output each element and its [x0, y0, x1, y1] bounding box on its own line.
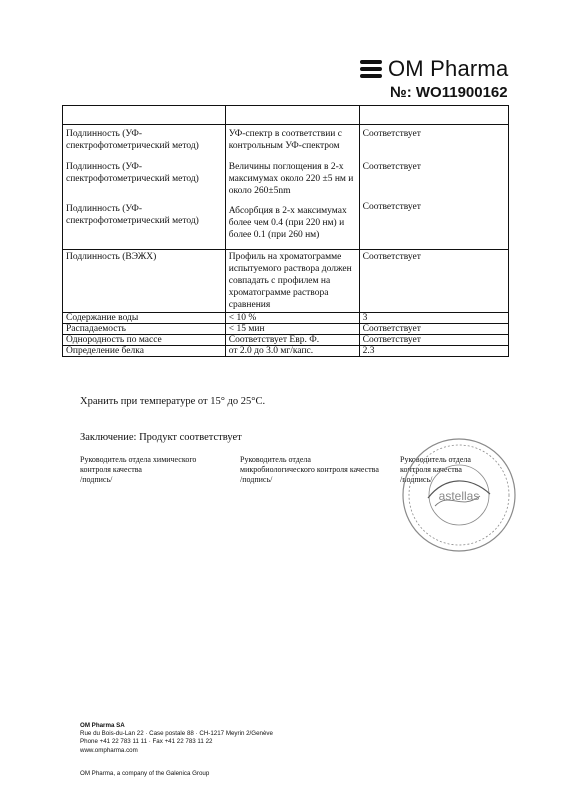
table-cell-test: Определение белка — [63, 346, 226, 357]
table-cell-result: Соответствует — [359, 324, 508, 335]
footer-web: www.ompharma.com — [80, 746, 138, 754]
table-cell-spec: Величины поглощения в 2-х максимумах около 220 ±5 нм и около 260±5nm — [228, 162, 354, 196]
signature-placeholder: /подпись/ — [400, 475, 433, 484]
table-cell-test: Распадаемость — [63, 324, 226, 335]
test-results-table — [62, 105, 509, 357]
footer-group: OM Pharma, a company of the Galenica Group — [80, 770, 210, 777]
company-stamp — [400, 436, 518, 554]
table-row — [63, 324, 509, 335]
table-cell-spec: Профиль на хроматограмме испытуемого раствора должен совпадать с профилем на хроматограмме раствора сравнения — [225, 250, 359, 313]
footer-phone: Phone +41 22 783 11 11 · Fax +41 22 783 11 22 — [80, 738, 213, 746]
stamp-text: astellas — [438, 489, 480, 503]
table-row — [63, 106, 509, 125]
table-cell-spec: Соответствует Евр. Ф. — [225, 335, 359, 346]
signature-department: микробиологического контроля качества — [240, 465, 379, 474]
table-cell-result: 3 — [359, 313, 508, 324]
table-cell-result: Соответствует — [362, 162, 421, 172]
table-cell-spec: УФ-спектр в соответствии с контрольным УФ-спектром — [228, 129, 342, 151]
table-row — [63, 335, 509, 346]
brand-name: OM Pharma — [388, 56, 509, 81]
table-cell-spec — [225, 106, 359, 125]
signature-placeholder: /подпись/ — [80, 475, 113, 484]
signature-department: контроля качества — [80, 465, 142, 474]
brand-logo — [360, 58, 520, 84]
table-cell-test: Однородность по массе — [63, 335, 226, 346]
signature-title: Руководитель отдела — [240, 455, 311, 464]
table-cell-test: Подлинность (УФ-спектрофотометрический метод) — [66, 204, 199, 226]
footer-company: OM Pharma SA — [80, 722, 125, 729]
signature-block-chemical — [80, 455, 230, 485]
table-cell-spec: от 2.0 до 3.0 мг/капс. — [225, 346, 359, 357]
table-cell-test — [63, 106, 226, 125]
table-cell-result: Соответствует — [359, 250, 508, 313]
table-cell-result: Соответствует — [362, 129, 421, 139]
om-logo-icon — [360, 60, 382, 80]
table-cell-test: Подлинность (ВЭЖХ) — [63, 250, 226, 313]
table-cell-result: Соответствует — [362, 202, 421, 212]
signature-title: Руководитель отдела химического — [80, 455, 197, 464]
conclusion: Заключение: Продукт соответствует — [80, 432, 242, 443]
table-cell-spec: < 10 % — [225, 313, 359, 324]
footer-address-block — [80, 722, 380, 755]
table-row — [63, 346, 509, 357]
signature-department: контроля качества — [400, 465, 462, 474]
signature-block-microbiology — [240, 455, 400, 485]
table-cell-test: Содержание воды — [63, 313, 226, 324]
signature-title: Руководитель отдела — [400, 455, 471, 464]
table-cell-test: Подлинность (УФ-спектрофотометрический метод) — [66, 162, 199, 184]
signature-placeholder: /подпись/ — [240, 475, 273, 484]
table-cell-spec: Абсорбция в 2-х максимумах более чем 0.4 (при 220 нм) и более 0.1 (при 260 нм) — [228, 206, 347, 240]
storage-conditions: Хранить при температуре от 15° до 25°С. — [80, 396, 266, 407]
table-cell-test: Подлинность (УФ-спектрофотометрический метод) — [66, 129, 199, 151]
table-cell-spec: < 15 мин — [225, 324, 359, 335]
table-cell-result: Соответствует — [359, 335, 508, 346]
footer-address: Rue du Bois-du-Lan 22 · Case postale 88 · CH-1217 Meyrin 2/Genève — [80, 730, 273, 738]
table-row — [63, 125, 509, 250]
table-cell-result: 2.3 — [359, 346, 508, 357]
table-row — [63, 250, 509, 313]
table-row — [63, 313, 509, 324]
table-cell-result — [359, 106, 508, 125]
document-number: №: WO11900162 — [390, 84, 508, 101]
